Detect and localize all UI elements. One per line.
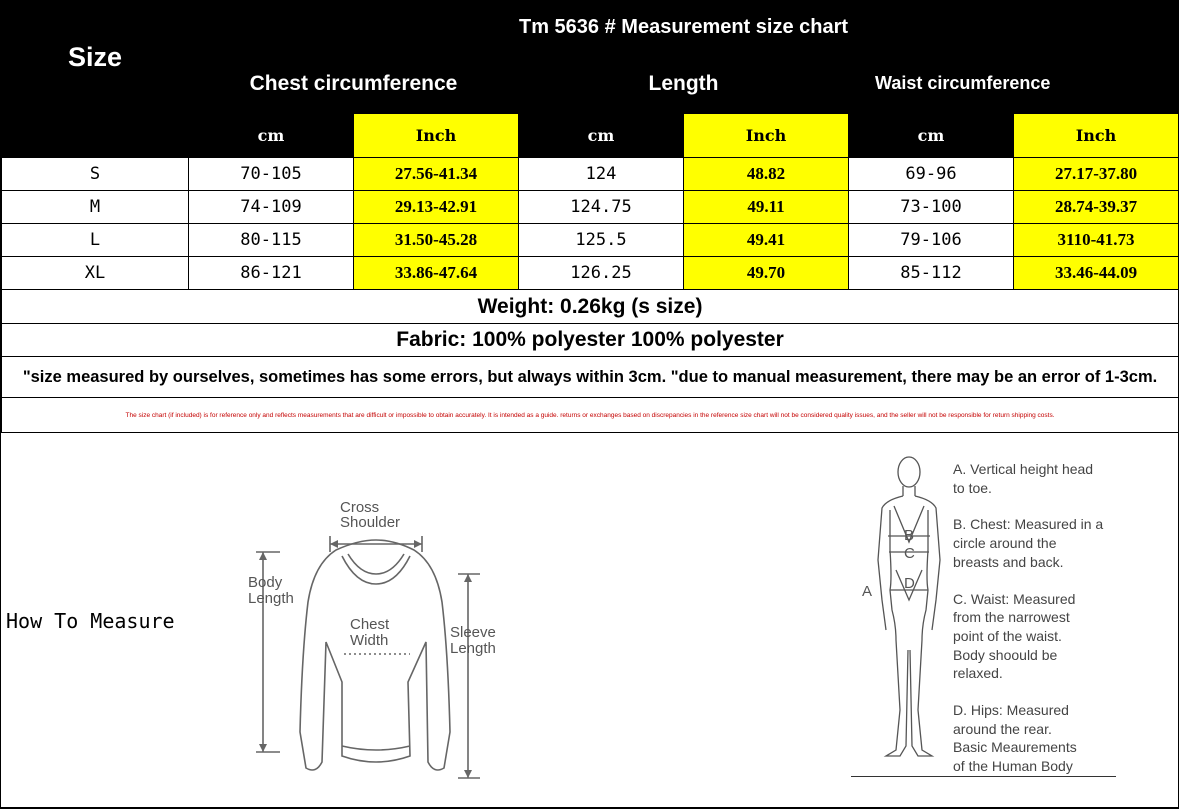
size-cell: M (2, 191, 189, 224)
disclaimer-text: The size chart (if included) is for reference only and reflects measurements that are difficult or impossible to obtain accurately. It is intended as a guide. returns or exchanges based on discrepancies in the reference size chart will not be considered quality issues, and the seller will not be responsible for return shipping costs. (2, 398, 1179, 433)
waist-inch-cell: 28.74-39.37 (1014, 191, 1179, 224)
waist-cm-cell: 73-100 (849, 191, 1014, 224)
length-inch-cell: 49.11 (684, 191, 849, 224)
chest-inch-cell: 27.56-41.34 (354, 158, 519, 191)
table-row (2, 158, 1179, 191)
body-diagram (856, 450, 966, 775)
legend-item-waist: C. Waist: Measured from the narrowest point of the waist. Body shoould be relaxed. (953, 590, 1076, 682)
size-cell: L (2, 224, 189, 257)
length-cm-cell: 126.25 (519, 257, 684, 290)
length-inch-cell: 49.70 (684, 257, 849, 290)
size-cell: XL (2, 257, 189, 290)
length-group-header: Length (519, 54, 849, 114)
size-chart-table (1, 1, 1179, 433)
size-cell: S (2, 158, 189, 191)
chest-inch-cell: 33.86-47.64 (354, 257, 519, 290)
chest-inch-cell: 29.13-42.91 (354, 191, 519, 224)
unit-header-cm: cm (519, 114, 684, 158)
chest-cm-cell: 80-115 (189, 224, 354, 257)
sleeve-length-label-line1: Sleeve (450, 624, 496, 641)
legend-item-height: A. Vertical height head to toe. (953, 461, 1094, 496)
chest-width-label-line2: Width (350, 632, 389, 649)
chest-cm-cell: 86-121 (189, 257, 354, 290)
size-header: Size (2, 2, 189, 114)
legend-item-chest: B. Chest: Measured in a circle around the breasts and back. (953, 516, 1104, 570)
length-inch-cell: 49.41 (684, 224, 849, 257)
fabric-row: Fabric: 100% polyester 100% polyester (2, 324, 1179, 357)
length-cm-cell: 124.75 (519, 191, 684, 224)
how-to-measure-section (1, 432, 1178, 808)
waist-inch-cell: 27.17-37.80 (1014, 158, 1179, 191)
waist-cm-cell: 79-106 (849, 224, 1014, 257)
waist-inch-cell: 33.46-44.09 (1014, 257, 1179, 290)
legend-item-hips: D. Hips: Measured around the rear. Basic Meaurements of the Human Body (953, 702, 1077, 775)
waist-cm-cell: 69-96 (849, 158, 1014, 191)
chest-cm-cell: 70-105 (189, 158, 354, 191)
how-to-measure-label: How To Measure (6, 609, 175, 633)
unit-header-inch: Inch (684, 114, 849, 158)
length-cm-cell: 125.5 (519, 224, 684, 257)
table-row (2, 191, 1179, 224)
unit-header-inch: Inch (1014, 114, 1179, 158)
waist-cm-cell: 85-112 (849, 257, 1014, 290)
marker-d: D (904, 575, 915, 592)
body-length-label-line1: Body (248, 574, 283, 591)
legend-underline (851, 776, 1116, 777)
chest-cm-cell: 74-109 (189, 191, 354, 224)
body-length-label-line2: Length (248, 590, 294, 607)
unit-header-cm: cm (189, 114, 354, 158)
chest-group-header: Chest circumference (189, 54, 519, 114)
waist-inch-cell: 3110-41.73 (1014, 224, 1179, 257)
measurement-note: "size measured by ourselves, sometimes has some errors, but always within 3cm. "due to manual measurement, there may be an error of 1-3cm. (2, 357, 1179, 398)
chest-inch-cell: 31.50-45.28 (354, 224, 519, 257)
sleeve-length-label-line2: Length (450, 640, 496, 657)
unit-header-cm: cm (849, 114, 1014, 158)
unit-header-inch: Inch (354, 114, 519, 158)
chest-width-label-line1: Chest (350, 616, 390, 633)
size-header-spacer (2, 114, 189, 158)
marker-b: B (904, 527, 915, 544)
table-row (2, 257, 1179, 290)
length-cm-cell: 124 (519, 158, 684, 191)
table-row (2, 224, 1179, 257)
sweater-diagram (236, 492, 506, 792)
marker-a: A (862, 583, 873, 600)
weight-row: Weight: 0.26kg (s size) (2, 290, 1179, 324)
chart-title: Tm 5636 # Measurement size chart (189, 2, 1179, 54)
cross-shoulder-label-line2: Shoulder (340, 514, 401, 531)
measurement-legend (953, 460, 1103, 794)
marker-c: C (904, 545, 915, 562)
waist-group-header: Waist circumference (849, 54, 1179, 114)
cross-shoulder-label-line1: Cross (340, 499, 380, 516)
length-inch-cell: 48.82 (684, 158, 849, 191)
